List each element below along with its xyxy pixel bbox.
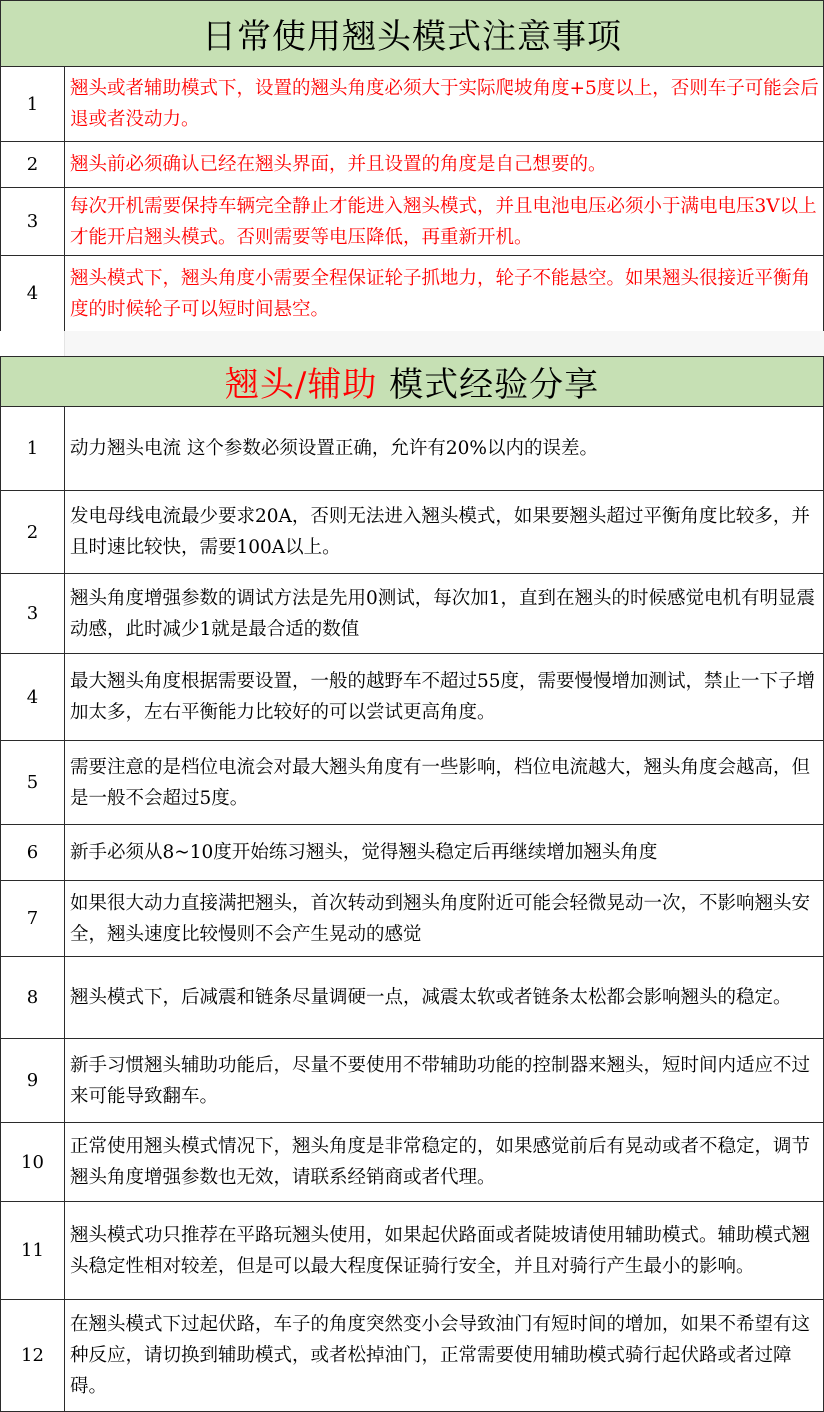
row-text: 翘头角度增强参数的调试方法是先用0测试，每次加1，直到在翘头的时候感觉电机有明显震动感，此时减少1就是最合适的数值 [65, 574, 824, 654]
experience-table [0, 356, 824, 1412]
table-row [1, 142, 824, 188]
table-row [1, 491, 824, 574]
row-number: 10 [1, 1123, 65, 1202]
row-number: 6 [1, 825, 65, 881]
row-number: 4 [1, 256, 65, 332]
row-number: 11 [1, 1202, 65, 1300]
row-text: 正常使用翘头模式情况下，翘头角度是非常稳定的，如果感觉前后有晃动或者不稳定，调节翘头角度增强参数也无效，请联系经销商或者代理。 [65, 1123, 824, 1202]
row-number: 4 [1, 654, 65, 741]
table-row [1, 407, 824, 491]
row-text: 动力翘头电流 这个参数必须设置正确，允许有20%以内的误差。 [65, 407, 824, 491]
row-text: 在翘头模式下过起伏路，车子的角度突然变小会导致油门有短时间的增加，如果不希望有这种反应，请切换到辅助模式，或者松掉油门，正常需要使用辅助模式骑行起伏路或者过障碍。 [65, 1300, 824, 1412]
table-row [1, 825, 824, 881]
table-row [1, 1123, 824, 1202]
table-row [1, 741, 824, 825]
row-text: 翘头模式下，翘头角度小需要全程保证轮子抓地力，轮子不能悬空。如果翘头很接近平衡角度的时候轮子可以短时间悬空。 [65, 256, 824, 332]
table-row [1, 1202, 824, 1300]
table-row [1, 67, 824, 142]
table-row [1, 188, 824, 256]
row-text: 需要注意的是档位电流会对最大翘头角度有一些影响，档位电流越大，翘头角度会越高，但是一般不会超过5度。 [65, 741, 824, 825]
experience-title-rest: 模式经验分享 [377, 365, 600, 405]
row-text: 翘头或者辅助模式下，设置的翘头角度必须大于实际爬坡角度+5度以上，否则车子可能会后退或者没动力。 [65, 67, 824, 142]
row-number: 2 [1, 142, 65, 188]
table-row [1, 957, 824, 1039]
row-number: 8 [1, 957, 65, 1039]
row-number: 1 [1, 67, 65, 142]
row-text: 新手习惯翘头辅助功能后，尽量不要使用不带辅助功能的控制器来翘头，短时间内适应不过来可能导致翻车。 [65, 1039, 824, 1123]
row-number: 2 [1, 491, 65, 574]
table-row [1, 1039, 824, 1123]
row-number: 1 [1, 407, 65, 491]
experience-title-highlight: 翘头/辅助 [224, 365, 378, 405]
table-row [1, 1300, 824, 1412]
row-number: 5 [1, 741, 65, 825]
row-number: 12 [1, 1300, 65, 1412]
spacer-row [0, 331, 823, 356]
row-text: 翘头模式下，后减震和链条尽量调硬一点，减震太软或者链条太松都会影响翘头的稳定。 [65, 957, 824, 1039]
row-number: 3 [1, 574, 65, 654]
precautions-table [0, 0, 824, 332]
row-number: 3 [1, 188, 65, 256]
row-number: 9 [1, 1039, 65, 1123]
table-row [1, 654, 824, 741]
row-text: 发电母线电流最少要求20A，否则无法进入翘头模式，如果要翘头超过平衡角度比较多，并且时速比较快，需要100A以上。 [65, 491, 824, 574]
row-text: 翘头前必须确认已经在翘头界面，并且设置的角度是自己想要的。 [65, 142, 824, 188]
table-row [1, 881, 824, 957]
row-text: 最大翘头角度根据需要设置，一般的越野车不超过55度，需要慢慢增加测试，禁止一下子增加太多，左右平衡能力比较好的可以尝试更高角度。 [65, 654, 824, 741]
row-text: 如果很大动力直接满把翘头，首次转动到翘头角度附近可能会轻微晃动一次，不影响翘头安全，翘头速度比较慢则不会产生晃动的感觉 [65, 881, 824, 957]
table-row [1, 256, 824, 332]
row-text: 翘头模式功只推荐在平路玩翘头使用，如果起伏路面或者陡坡请使用辅助模式。辅助模式翘头稳定性相对较差，但是可以最大程度保证骑行安全，并且对骑行产生最小的影响。 [65, 1202, 824, 1300]
precautions-title: 日常使用翘头模式注意事项 [1, 1, 824, 67]
table-row [1, 574, 824, 654]
row-number: 7 [1, 881, 65, 957]
experience-title [1, 357, 824, 407]
row-text: 每次开机需要保持车辆完全静止才能进入翘头模式，并且电池电压必须小于满电电压3V以上才能开启翘头模式。否则需要等电压降低，再重新开机。 [65, 188, 824, 256]
row-text: 新手必须从8~10度开始练习翘头，觉得翘头稳定后再继续增加翘头角度 [65, 825, 824, 881]
